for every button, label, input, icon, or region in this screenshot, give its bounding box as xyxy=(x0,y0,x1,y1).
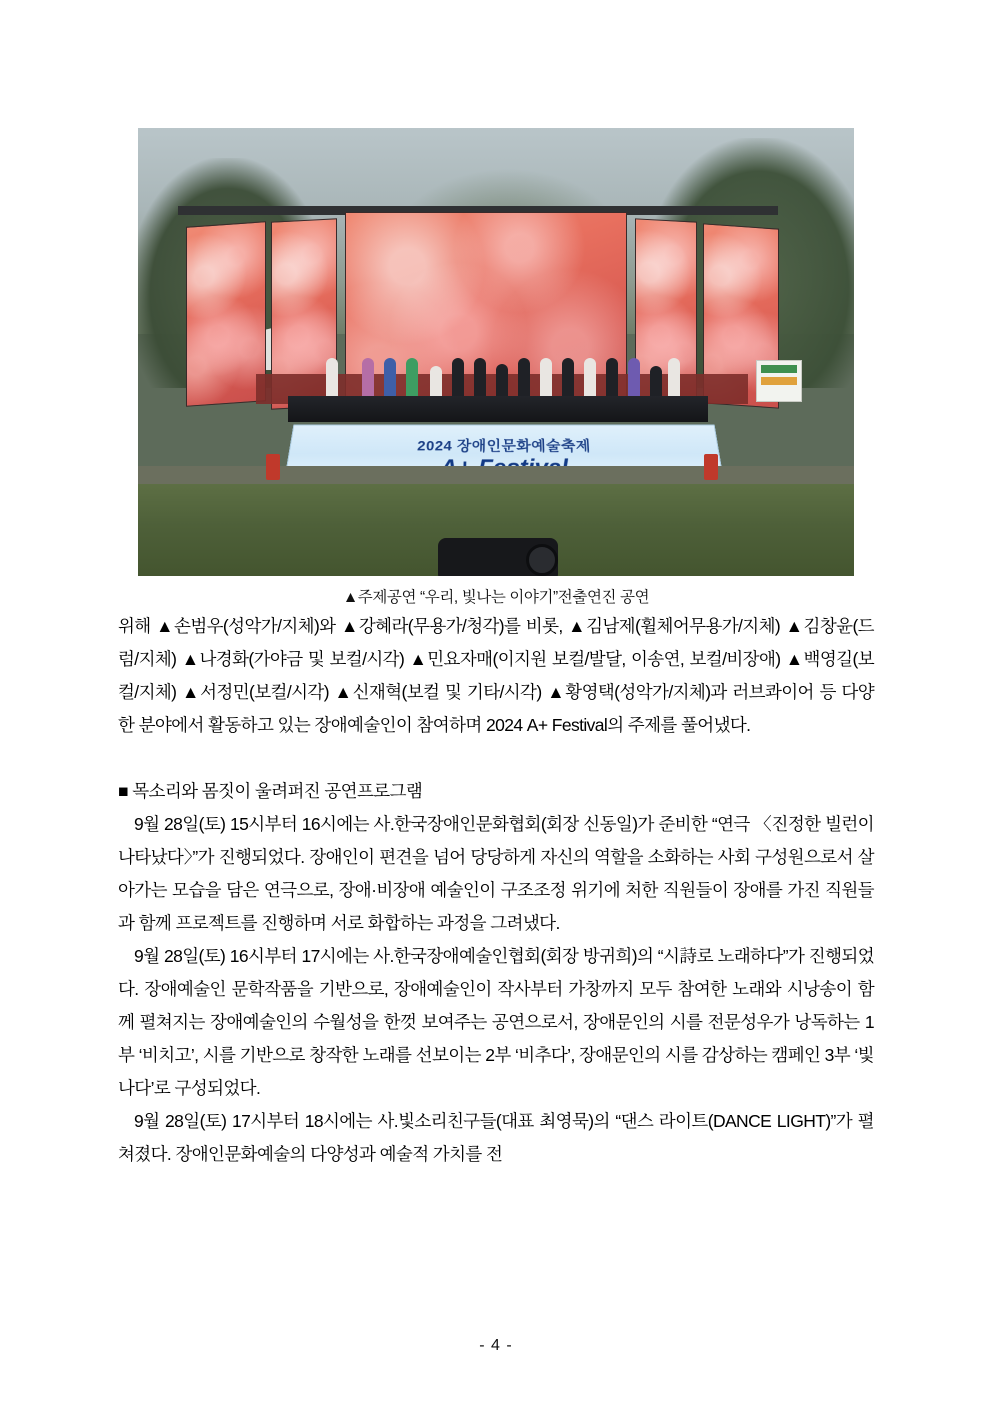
photo-ground-strip xyxy=(138,466,854,484)
signboard-line-2 xyxy=(761,377,797,385)
paragraph-program-3: 9월 28일(토) 17시부터 18시에는 사.빛소리친구들(대표 최영묵)의 “댄스 라이트(DANCE LIGHT)”가 펼쳐졌다. 장애인문화예술의 다양성과 예술적 가치를 전 xyxy=(118,1111,874,1164)
paragraph-spacer xyxy=(118,742,874,775)
photo-performers xyxy=(318,338,678,400)
photo-extinguisher-left xyxy=(266,454,280,480)
figure-block xyxy=(0,0,992,607)
festival-stage-photo xyxy=(138,128,854,576)
photo-camera xyxy=(438,538,558,576)
stage-banner-line1: 2024 장애인문화예술축제 xyxy=(416,437,592,454)
figure-caption: ▲주제공연 “우리, 빛나는 이야기”전출연진 공연 xyxy=(342,589,650,606)
document-body xyxy=(0,610,992,1171)
photo-signboard xyxy=(756,360,802,402)
section-heading: ■ 목소리와 몸짓이 울려퍼진 공연프로그램 xyxy=(118,781,423,801)
photo-stage-floor xyxy=(288,396,708,422)
paragraph-intro: 위해 ▲손범우(성악가/지체)와 ▲강혜라(무용가/청각)를 비롯, ▲김남제(휠체어무용가/지체) ▲김창윤(드럼/지체) ▲나경화(가야금 및 보컬/시각) ▲민요자매(이지원 보컬/발달, 이송연, 보컬/비장애) ▲백영길(보컬/지체) ▲서정민(보컬/시각) ▲신재혁(보컬 및 기타/시각) ▲황영택(성악가/지체)과 러브콰이어 등 다양한 분야에서 활동하고 있는 장애예술인이 참여하며 2024 A+ Festival의 주제를 풀어냈다. xyxy=(118,616,874,735)
led-screen-left-outer xyxy=(186,221,266,407)
paragraph-program-1: 9월 28일(토) 15시부터 16시에는 사.한국장애인문화협회(회장 신동일)가 준비한 “연극 〈진정한 빌런이 나타났다〉”가 진행되었다. 장애인이 편견을 넘어 당당하게 자신의 역할을 소화하는 사회 구성원으로서 살아가는 모습을 담은 연극으로, 장애·비장애 예술인이 구조조정 위기에 처한 직원들이 장애를 가진 직원들과 함께 프로젝트를 진행하며 서로 화합하는 과정을 그려냈다. xyxy=(118,814,874,933)
signboard-line-1 xyxy=(761,365,797,373)
photo-extinguisher-right xyxy=(704,454,718,480)
paragraph-program-2: 9월 28일(토) 16시부터 17시에는 사.한국장애예술인협회(회장 방귀희)의 “시詩로 노래하다”가 진행되었다. 장애예술인 문학작품을 기반으로, 장애예술인이 작사부터 가창까지 모두 참여한 노래와 시낭송이 함께 펼쳐지는 장애예술인의 수월성을 한껏 보여주는 공연으로서, 장애문인의 시를 전문성우가 낭독하는 1부 ‘비치고’, 시를 기반으로 창작한 노래를 선보이는 2부 ‘비추다’, 장애문인의 시를 감상하는 캠페인 3부 ‘빛나다’로 구성되었다. xyxy=(118,946,874,1098)
page-number: - 4 - xyxy=(479,1337,513,1354)
